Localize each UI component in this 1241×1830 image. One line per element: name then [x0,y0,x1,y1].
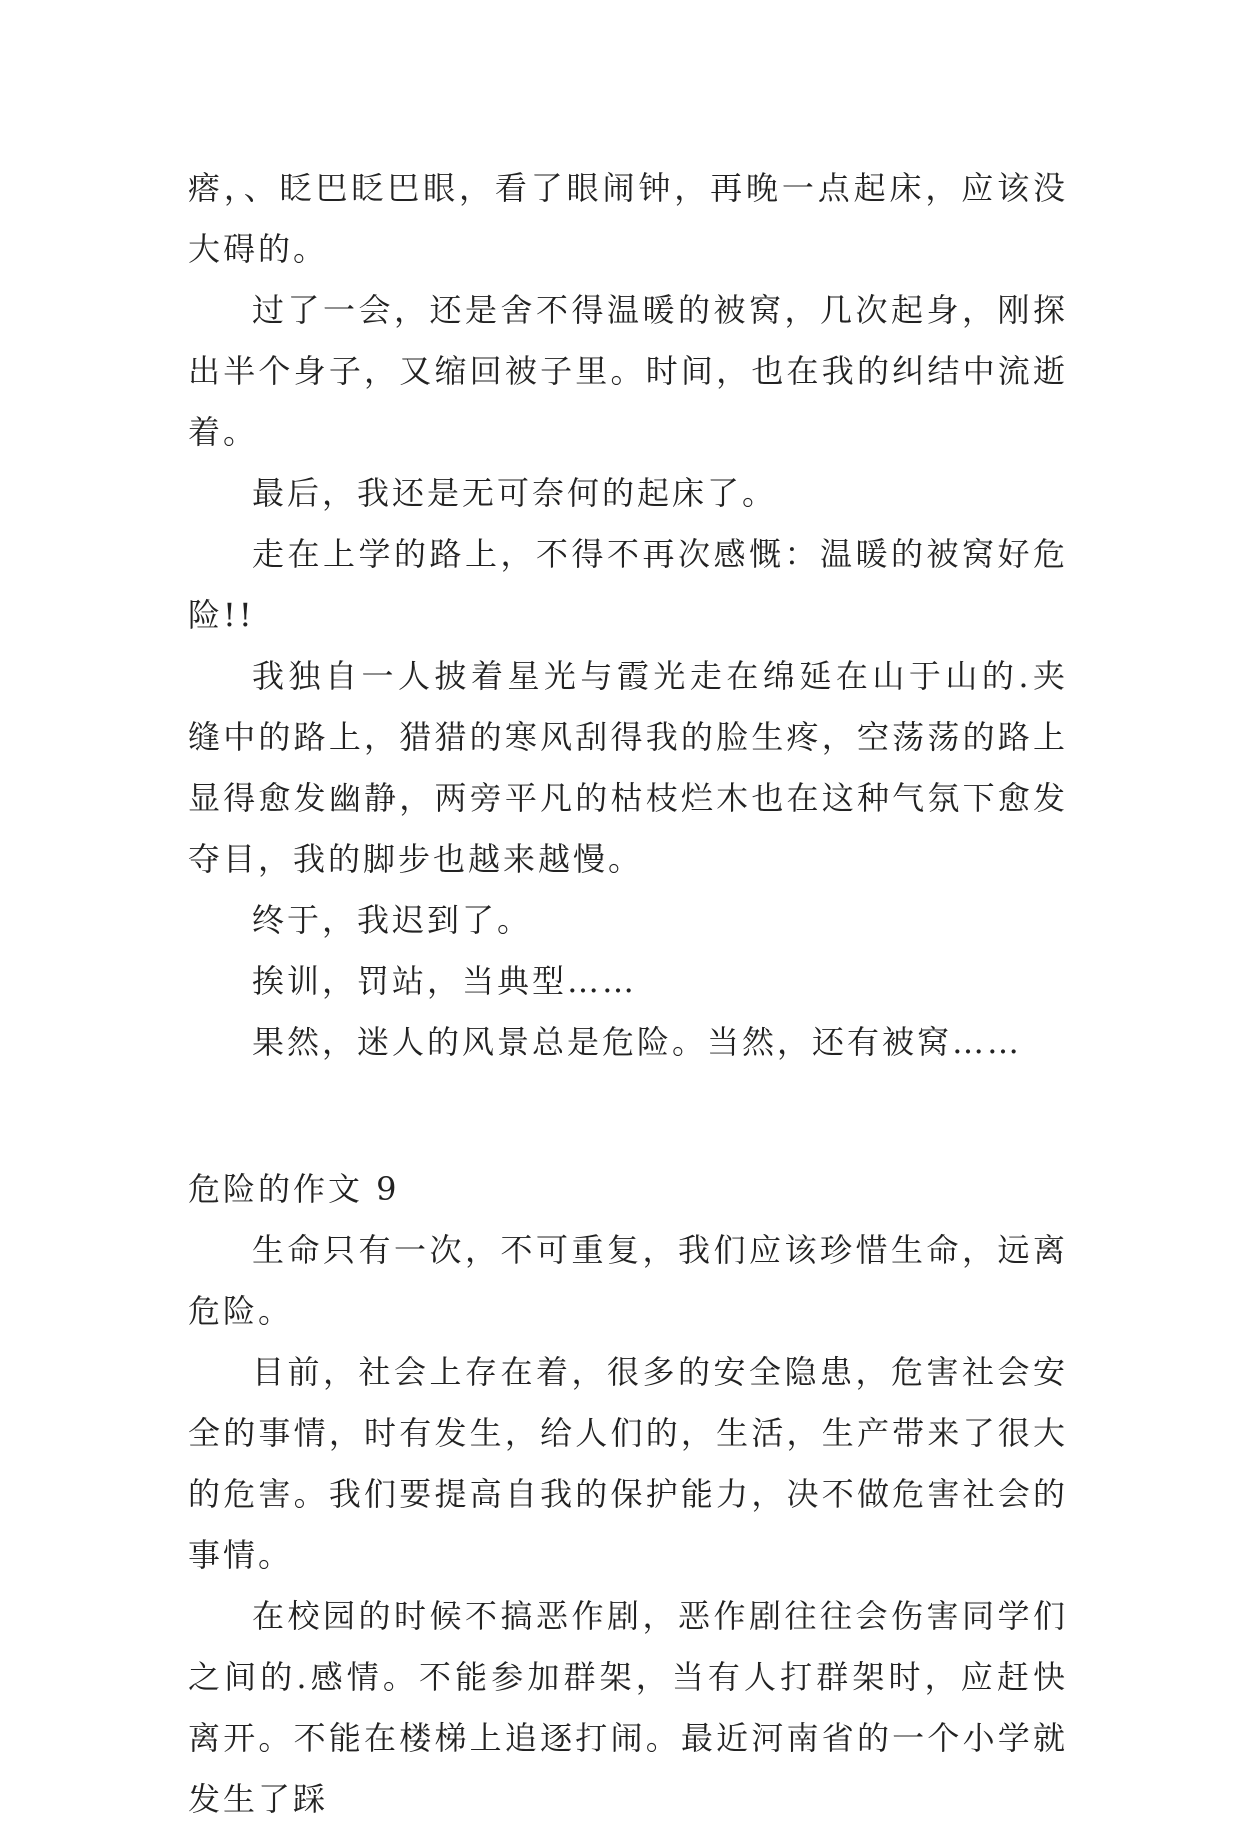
paragraph: 走在上学的路上，不得不再次感慨：温暖的被窝好危险!! [188,535,1068,634]
document-body [188,158,1068,1830]
paragraph: 终于，我迟到了。 [252,901,533,939]
paragraph: 目前，社会上存在着，很多的安全隐患，危害社会安全的事情，时有发生，给人们的，生活，生产带来了很大的危害。我们要提高自我的保护能力，决不做危害社会的事情。 [188,1353,1068,1574]
section-title: 危险的作文 9 [188,1170,400,1208]
paragraph: 我独自一人披着星光与霞光走在绵延在山于山的.夹缝中的路上，猎猎的寒风刮得我的脸生疼，空荡荡的路上显得愈发幽静，两旁平凡的枯枝烂木也在这种气氛下愈发夺目，我的脚步也越来越慢。 [188,657,1068,878]
paragraph: 果然，迷人的风景总是危险。当然，还有被窝…… [252,1023,1023,1061]
paragraph: 最后，我还是无可奈何的起床了。 [252,474,778,512]
paragraph: 挨训，罚站，当典型…… [252,962,638,1000]
paragraph: 过了一会，还是舍不得温暖的被窝，几次起身，刚探出半个身子，又缩回被子里。时间，也在我的纠结中流逝着。 [188,291,1068,451]
paragraph: 在校园的时候不搞恶作剧，恶作剧往往会伤害同学们之间的.感情。不能参加群架，当有人打群架时，应赶快离开。不能在楼梯上追逐打闹。最近河南省的一个小学就发生了踩 [188,1597,1068,1818]
paragraph: 生命只有一次，不可重复，我们应该珍惜生命，远离危险。 [188,1231,1068,1330]
paragraph: 瘩，、眨巴眨巴眼，看了眼闹钟，再晚一点起床，应该没大碍的。 [188,169,1068,268]
